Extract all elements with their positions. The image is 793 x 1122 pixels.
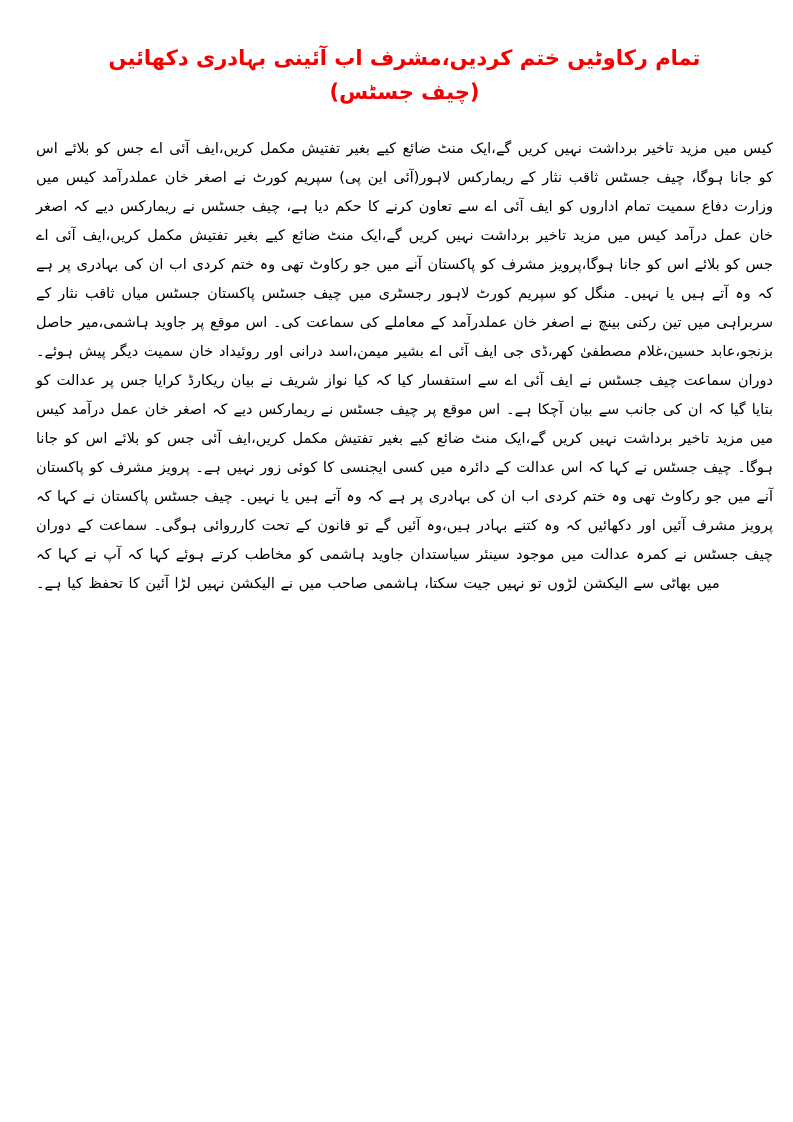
- article-headline: تمام رکاوٹیں ختم کردیں،مشرف اب آئینی بہادری دکھائیں (چیف جسٹس): [108, 46, 701, 104]
- article-body-text: کیس میں مزید تاخیر برداشت نہیں کریں گے،ایک منٹ ضائع کیے بغیر تفتیش مکمل کریں،ایف آئی اے جس کو بلائے اس کو جانا ہوگا، چیف جسٹس ثاقب نثار کے ریمارکس لاہور(آئی این پی) سپریم کورٹ نے اصغر خان عملدرآمد کیس میں وزارت دفاع سمیت تمام اداروں کو ایف آئی اے سے تعاون کرنے کا حکم دیا ہے، چیف جسٹس نے ریمارکس دیے کہ اصغر خان عمل درآمد کیس میں مزید تاخیر برداشت نہیں کریں گے،ایک منٹ ضائع کیے بغیر تفتیش مکمل کریں،ایف آئی اے جس کو بلائے اس کو جانا ہوگا،پرویز مشرف کو پاکستان آنے میں جو رکاوٹ تھی وہ ختم کردی اب ان کی بہادری پر ہے کہ وہ آتے ہیں یا نہیں۔ منگل کو سپریم کورٹ لاہور رجسٹری میں چیف جسٹس پاکستان جسٹس میاں ثاقب نثار کے سربراہی میں تین رکنی بینچ نے اصغر خان عملدرآمد کے معاملے کی سماعت کی۔ اس موقع پر جاوید ہاشمی،میر حاصل بزنجو،عابد حسین،غلام مصطفیٰ کھر،ڈی جی ایف آئی اے بشیر میمن،اسد درانی اور روئیداد خان سمیت دیگر پیش ہوئے۔ دوران سماعت چیف جسٹس نے ایف آئی اے سے استفسار کیا کہ کیا نواز شریف نے بیان ریکارڈ کرایا جس پر عدالت کو بتایا گیا کہ ان کی جانب سے بیان آچکا ہے۔ اس موقع پر چیف جسٹس نے ریمارکس دیے کہ اصغر خان عمل درآمد کیس میں مزید تاخیر برداشت نہیں کریں گے،ایک منٹ ضائع کیے بغیر تفتیش مکمل کریں،ایف آئی جس کو بلائے اس کو جانا ہوگا۔ چیف جسٹس نے کہا کہ اس عدالت کے دائرہ میں کسی ایجنسی کا کوئی زور نہیں ہے۔ پرویز مشرف کو پاکستان آنے میں جو رکاوٹ تھی وہ ختم کردی اب ان کی بہادری پر ہے کہ وہ آتے ہیں یا نہیں۔ چیف جسٹس پاکستان نے کہا کہ پرویز مشرف آئیں اور دکھائیں کہ وہ کتنے بہادر ہیں،وہ آئیں گے تو قانون کے تحت کارروائی ہوگی۔ سماعت کے دوران چیف جسٹس نے کمرہ عدالت میں موجود سینئر سیاستدان جاوید ہاشمی کو مخاطب کرتے ہوئے کہا کہ آپ نے کہا کہ میں بھاٹی سے الیکشن لڑوں تو نہیں جیت سکتا، ہاشمی صاحب میں نے الیکشن نہیں لڑا آئین کا تحفظ کیا ہے۔: [36, 141, 773, 593]
